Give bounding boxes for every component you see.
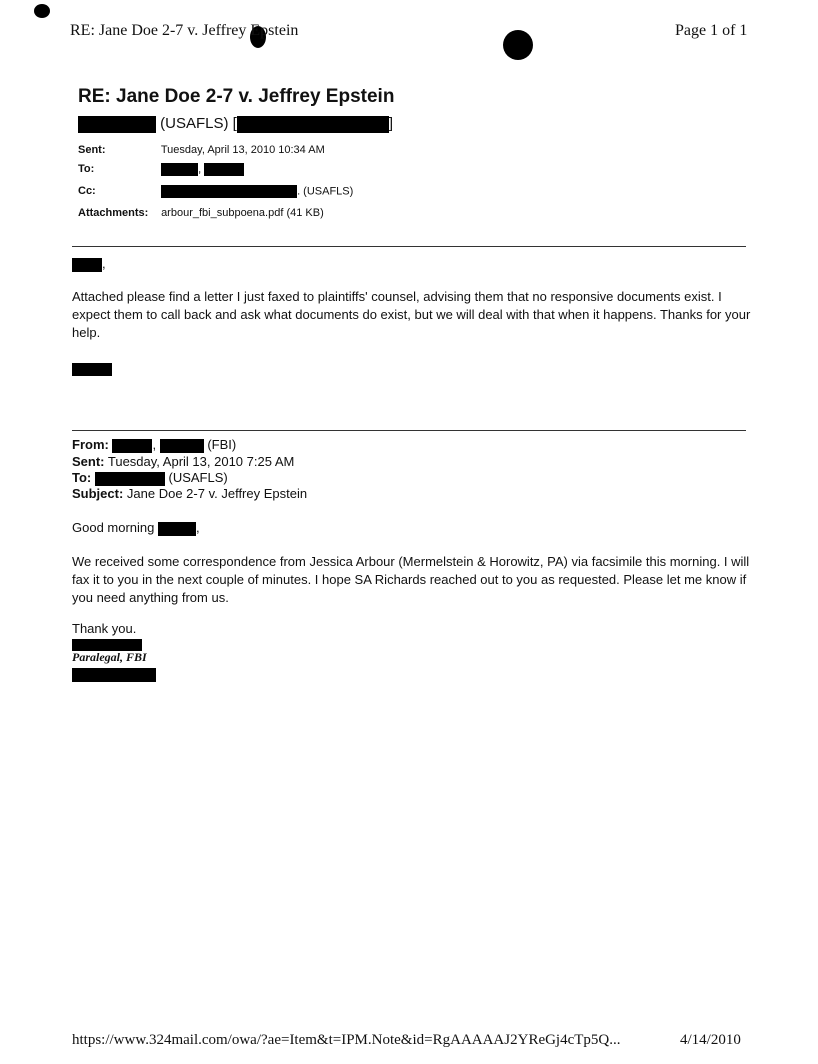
- redaction: [160, 439, 204, 453]
- divider: [72, 430, 746, 431]
- email-body: Attached please find a letter I just faxed to plaintiffs' counsel, advising them that no responsive documents exist. I expect them to call back and ask what documents do exist, but we will deal with that when it happens. Thanks for your help.: [72, 289, 751, 340]
- redaction: [78, 116, 156, 133]
- redaction: [72, 668, 156, 682]
- email-sender: [78, 115, 393, 133]
- fw-greeting-suffix: ,: [196, 520, 200, 535]
- fw-to-row: [72, 470, 228, 486]
- sender-suffix: (USAFLS) [: [160, 115, 237, 132]
- fw-from-label: From:: [72, 437, 109, 452]
- fw-signature-title: Paralegal, FBI: [72, 650, 147, 664]
- greeting: [72, 256, 106, 272]
- scan-smudge-center: [503, 30, 533, 60]
- footer-date: 4/14/2010: [680, 1032, 741, 1048]
- fw-from-suffix: (FBI): [207, 437, 237, 452]
- redaction: [158, 522, 196, 536]
- fw-sent-label: Sent:: [72, 454, 105, 469]
- fw-from-row: From: , (FBI): [72, 437, 237, 452]
- fw-to-label: To:: [72, 470, 92, 485]
- sent-row: [78, 144, 325, 156]
- email-subject: RE: Jane Doe 2-7 v. Jeffrey Epstein: [78, 86, 395, 107]
- sent-value: Tuesday, April 13, 2010 10:34 AM: [160, 144, 325, 156]
- scan-smudge-top-left: [34, 4, 50, 18]
- cc-label: Cc:: [78, 185, 96, 198]
- divider: [72, 246, 746, 247]
- fw-body: We received some correspondence from Jessica Arbour (Mermelstein & Horowitz, PA) via facsimile this morning. I will fax it to you in the next couple of minutes. I hope SA Richards reached out to you as requested. Please let me know if you need anything from us.: [72, 554, 750, 605]
- fw-to-suffix: (USAFLS): [168, 470, 228, 485]
- redaction: [72, 363, 112, 376]
- attachments-row: [78, 207, 324, 219]
- cc-row: [78, 185, 353, 198]
- to-row: To: ,: [78, 163, 244, 176]
- fw-closing: Thank you.: [72, 621, 137, 636]
- redaction: [72, 258, 102, 272]
- to-label: To:: [78, 163, 95, 176]
- fw-subject-value: Jane Doe 2-7 v. Jeffrey Epstein: [126, 486, 308, 501]
- fw-sent-value: Tuesday, April 13, 2010 7:25 AM: [107, 454, 295, 469]
- page-header-title: RE: Jane Doe 2-7 v. Jeffrey Epstein: [70, 22, 299, 39]
- greeting-suffix: ,: [102, 256, 106, 271]
- signature-redacted: [72, 361, 112, 379]
- fw-signature-contact: [72, 666, 156, 684]
- redaction: [237, 116, 389, 133]
- fw-greeting-text: Good morning: [72, 520, 155, 535]
- redaction: [161, 185, 297, 198]
- redaction: [161, 163, 198, 176]
- redaction: [112, 439, 152, 453]
- redaction: [95, 472, 165, 486]
- page-number: Page 1 of 1: [675, 22, 748, 39]
- footer-url: https://www.324mail.com/owa/?ae=Item&t=IPM.Note&id=RgAAAAAJ2YReGj4cTp5Q...: [72, 1032, 621, 1048]
- fw-sent-row: [72, 454, 294, 469]
- attachment-link[interactable]: arbour_fbi_subpoena.pdf (41 KB): [161, 207, 324, 219]
- sender-close: ]: [388, 115, 394, 132]
- sent-label: Sent:: [78, 144, 106, 156]
- attachments-label: Attachments:: [78, 207, 149, 219]
- fw-subject-label: Subject:: [72, 486, 124, 501]
- redaction: [204, 163, 244, 176]
- fw-greeting: [72, 520, 200, 536]
- fw-subject-row: [72, 486, 307, 501]
- cc-suffix: . (USAFLS): [297, 185, 354, 198]
- redaction: [72, 639, 142, 651]
